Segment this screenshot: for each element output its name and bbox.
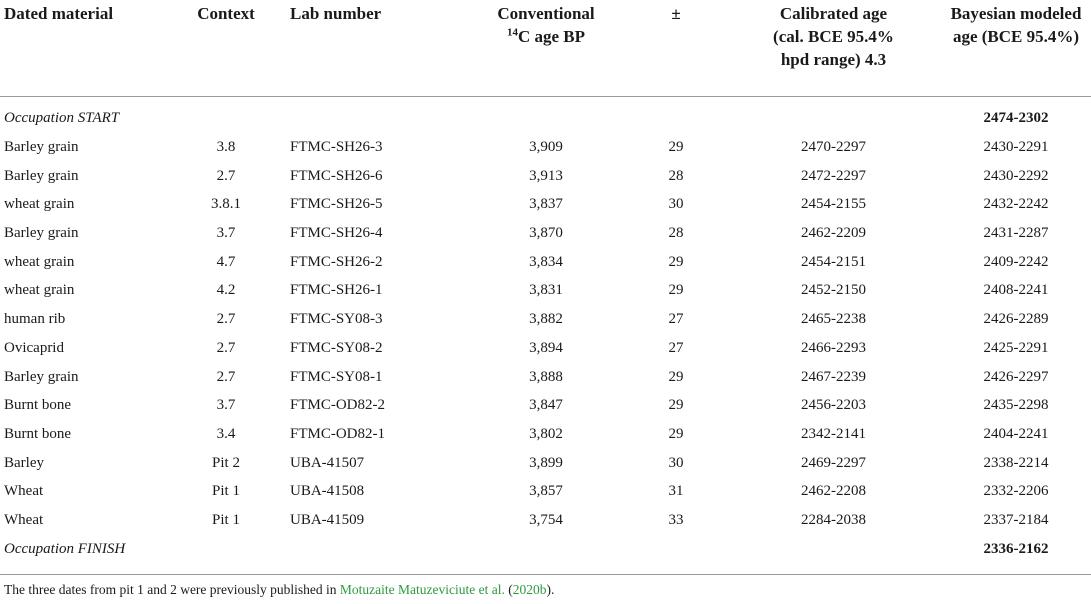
phase-finish-row: [0, 535, 1091, 564]
cell-conventional-age: 3,831: [529, 282, 563, 299]
table-row: [0, 363, 1091, 392]
cell-dated-material: Wheat: [4, 483, 44, 500]
cell-context: 2.7: [216, 368, 236, 385]
table-row: [0, 449, 1091, 478]
cell-lab-number: UBA-41509: [290, 511, 365, 528]
phase-start-row: [0, 96, 1091, 133]
cell-bayesian-age: 2435-2298: [983, 397, 1049, 414]
cell-lab-number: UBA-41507: [290, 454, 365, 471]
cell-calibrated-age: 2454-2155: [801, 196, 866, 213]
cell-calibrated-age: 2462-2208: [801, 483, 866, 500]
cell-context: 2.7: [216, 167, 236, 184]
cell-dated-material: Burnt bone: [4, 397, 72, 414]
cell-calibrated-age: 2470-2297: [801, 139, 866, 156]
table-row: [0, 191, 1091, 220]
table-row: [0, 277, 1091, 306]
footnote-year-link[interactable]: 2020b: [512, 582, 547, 597]
cell-bayesian-age: 2432-2242: [983, 196, 1049, 213]
phase-start-label: Occupation START: [4, 110, 120, 127]
cell-bayesian-age: 2426-2297: [983, 368, 1049, 385]
cell-dated-material: Barley grain: [4, 167, 79, 184]
table-footnote: [4, 582, 554, 598]
cell-conventional-age: 3,909: [529, 139, 563, 156]
cell-lab-number: FTMC-OD82-2: [290, 397, 386, 414]
header-lab-number: Lab number: [290, 4, 382, 23]
cell-bayesian-age: 2425-2291: [983, 339, 1049, 356]
cell-lab-number: FTMC-SY08-2: [290, 339, 383, 356]
cell-context: Pit 1: [212, 511, 240, 528]
cell-conventional-age: 3,888: [529, 368, 563, 385]
cell-context: 2.7: [216, 339, 236, 356]
table-row: [0, 162, 1091, 191]
cell-bayesian-age: 2431-2287: [983, 225, 1049, 242]
cell-calibrated-age: 2465-2238: [801, 311, 866, 328]
cell-dated-material: Barley: [4, 454, 44, 471]
header-cal-line3: hpd range) 4.3: [780, 50, 887, 69]
footnote-citation-link[interactable]: Motuzaite Matuzeviciute et al.: [339, 582, 505, 597]
cell-lab-number: FTMC-SH26-1: [290, 282, 383, 299]
table-row: [0, 391, 1091, 420]
table-row: [0, 133, 1091, 162]
cell-dated-material: human rib: [4, 311, 66, 328]
header-dated-material: Dated material: [4, 4, 114, 23]
cell-conventional-age: 3,899: [529, 454, 563, 471]
cell-lab-number: UBA-41508: [290, 483, 365, 500]
cell-conventional-age: 3,837: [529, 196, 563, 213]
header-bp-line1: Conventional: [497, 4, 595, 23]
footnote-open-paren: (: [504, 582, 513, 597]
cell-context: 3.7: [216, 397, 236, 414]
cell-plus-minus: 28: [668, 225, 684, 242]
cell-lab-number: FTMC-SH26-6: [290, 167, 383, 184]
cell-lab-number: FTMC-SH26-3: [290, 139, 383, 156]
cell-plus-minus: 27: [668, 339, 684, 356]
cell-context: 3.4: [216, 425, 236, 442]
cell-conventional-age: 3,802: [529, 425, 563, 442]
footnote-suffix: ).: [546, 582, 555, 597]
cell-bayesian-age: 2409-2242: [983, 253, 1049, 270]
cell-lab-number: FTMC-OD82-1: [290, 425, 386, 442]
cell-dated-material: wheat grain: [4, 196, 75, 213]
cell-plus-minus: 31: [668, 483, 684, 500]
cell-plus-minus: 29: [668, 253, 684, 270]
cell-plus-minus: 29: [668, 397, 684, 414]
header-cal-line2: (cal. BCE 95.4%: [773, 27, 894, 46]
table-row: [0, 248, 1091, 277]
cell-context: Pit 1: [212, 483, 240, 500]
cell-calibrated-age: 2467-2239: [801, 368, 866, 385]
phase-finish-label: Occupation FINISH: [4, 540, 126, 557]
cell-dated-material: Barley grain: [4, 139, 79, 156]
cell-plus-minus: 29: [668, 425, 684, 442]
cell-conventional-age: 3,870: [529, 225, 563, 242]
header-bay-line2: age (BCE 95.4%): [952, 27, 1080, 46]
cell-calibrated-age: 2472-2297: [801, 167, 866, 184]
cell-bayesian-age: 2332-2206: [983, 483, 1049, 500]
cell-plus-minus: 29: [668, 368, 684, 385]
cell-lab-number: FTMC-SH26-5: [290, 196, 383, 213]
cell-bayesian-age: 2430-2291: [983, 139, 1049, 156]
cell-dated-material: Ovicaprid: [4, 339, 64, 356]
cell-conventional-age: 3,882: [529, 311, 563, 328]
table-bottom-rule: [0, 574, 1091, 575]
cell-calibrated-age: 2342-2141: [801, 425, 866, 442]
cell-dated-material: Barley grain: [4, 225, 79, 242]
cell-lab-number: FTMC-SH26-4: [290, 225, 383, 242]
table-row: [0, 334, 1091, 363]
cell-plus-minus: 33: [668, 511, 684, 528]
cell-plus-minus: 28: [668, 167, 684, 184]
header-bp-sup: 14: [506, 26, 518, 39]
header-plus-minus: ±: [671, 4, 681, 23]
header-cal-line1: Calibrated age: [779, 4, 888, 23]
table-row: [0, 305, 1091, 334]
cell-dated-material: wheat grain: [4, 253, 75, 270]
cell-plus-minus: 27: [668, 311, 684, 328]
table-row: [0, 506, 1091, 535]
cell-conventional-age: 3,834: [529, 253, 563, 270]
cell-lab-number: FTMC-SY08-1: [290, 368, 383, 385]
cell-context: 3.8.1: [211, 196, 241, 213]
cell-context: 4.2: [216, 282, 236, 299]
cell-plus-minus: 29: [668, 282, 684, 299]
table-body: [0, 96, 1091, 564]
header-conventional-age: [466, 0, 626, 96]
cell-conventional-age: 3,754: [529, 511, 563, 528]
cell-context: 4.7: [216, 253, 236, 270]
cell-calibrated-age: 2466-2293: [801, 339, 866, 356]
cell-dated-material: Burnt bone: [4, 425, 72, 442]
cell-bayesian-age: 2408-2241: [983, 282, 1049, 299]
cell-context: Pit 2: [212, 454, 240, 471]
cell-context: 2.7: [216, 311, 236, 328]
cell-context: 3.7: [216, 225, 236, 242]
table-row: [0, 477, 1091, 506]
cell-calibrated-age: 2452-2150: [801, 282, 866, 299]
phase-start-value: 2474-2302: [983, 110, 1049, 127]
header-bay-line1: Bayesian modeled: [950, 4, 1082, 23]
cell-plus-minus: 29: [668, 139, 684, 156]
phase-finish-value: 2336-2162: [983, 540, 1049, 557]
cell-conventional-age: 3,857: [529, 483, 563, 500]
cell-dated-material: Barley grain: [4, 368, 79, 385]
table-header: [0, 0, 1091, 96]
table-row: [0, 219, 1091, 248]
cell-dated-material: wheat grain: [4, 282, 75, 299]
header-bp-line2: C age BP: [517, 27, 586, 46]
header-context: Context: [197, 4, 255, 23]
cell-calibrated-age: 2456-2203: [801, 397, 866, 414]
cell-calibrated-age: 2469-2297: [801, 454, 866, 471]
cell-lab-number: FTMC-SY08-3: [290, 311, 383, 328]
cell-bayesian-age: 2338-2214: [983, 454, 1049, 471]
cell-calibrated-age: 2462-2209: [801, 225, 866, 242]
header-calibrated-age: [726, 0, 941, 96]
cell-calibrated-age: 2454-2151: [801, 253, 866, 270]
cell-lab-number: FTMC-SH26-2: [290, 253, 383, 270]
cell-bayesian-age: 2426-2289: [983, 311, 1049, 328]
cell-plus-minus: 30: [668, 196, 684, 213]
cell-conventional-age: 3,847: [529, 397, 563, 414]
header-row: [0, 0, 1091, 96]
cell-conventional-age: 3,894: [529, 339, 563, 356]
cell-bayesian-age: 2430-2292: [983, 167, 1049, 184]
cell-calibrated-age: 2284-2038: [801, 511, 866, 528]
table-row: [0, 420, 1091, 449]
cell-plus-minus: 30: [668, 454, 684, 471]
header-bayesian-age: [941, 0, 1091, 96]
cell-bayesian-age: 2337-2184: [983, 511, 1049, 528]
cell-context: 3.8: [216, 139, 236, 156]
cell-bayesian-age: 2404-2241: [983, 425, 1049, 442]
cell-dated-material: Wheat: [4, 511, 44, 528]
footnote-prefix: The three dates from pit 1 and 2 were previously published in: [4, 582, 340, 597]
cell-conventional-age: 3,913: [529, 167, 563, 184]
